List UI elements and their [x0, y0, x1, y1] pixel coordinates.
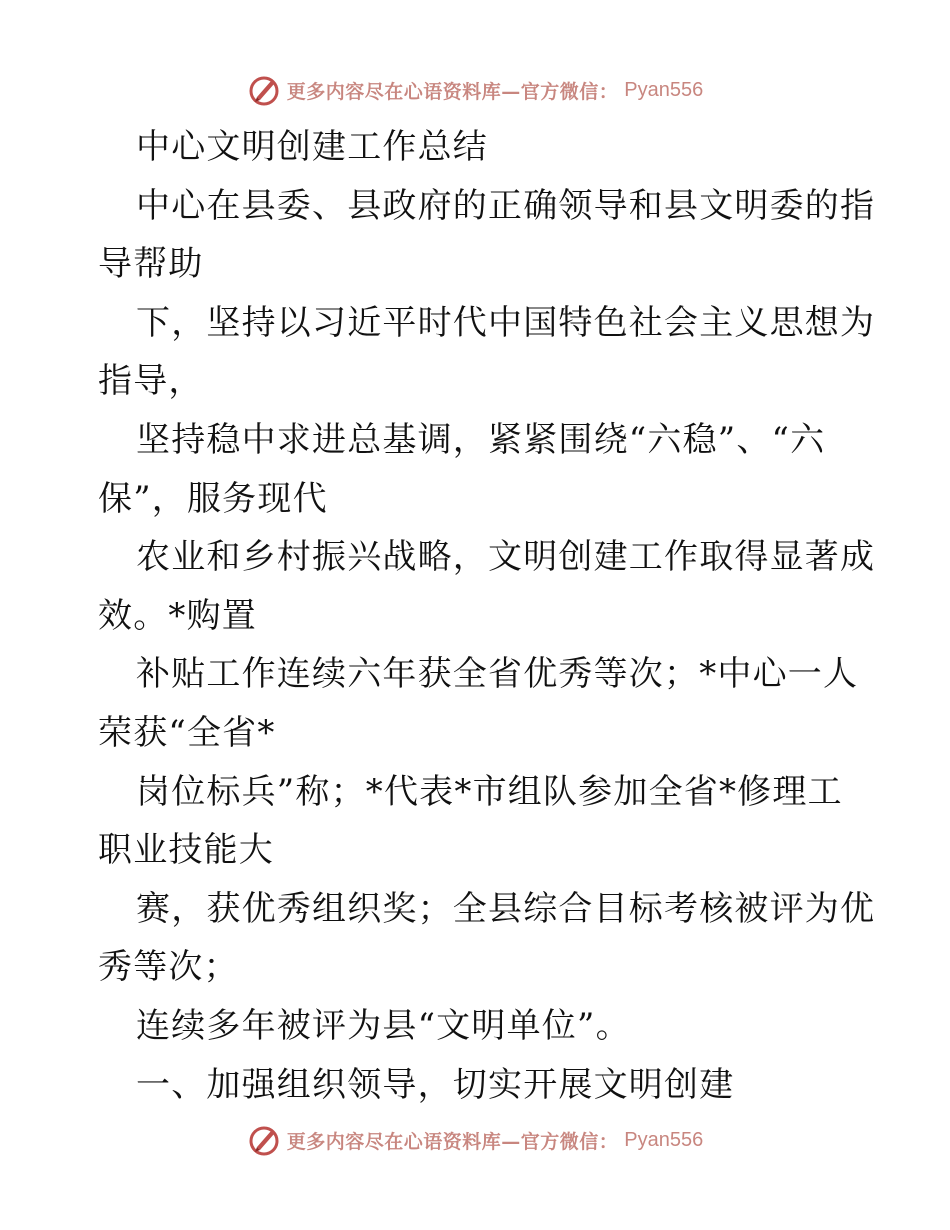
document-body: [98, 118, 876, 1114]
section-heading: 一、加强组织领导，切实开展文明创建: [136, 1064, 735, 1105]
document-title: 中心文明创建工作总结: [136, 127, 488, 167]
header-watermark-text: 更多内容尽在心语资料库—官方微信：: [286, 80, 619, 103]
paragraph-line: 效。*购置: [98, 595, 257, 636]
footer-watermark-id: Pyan556: [624, 1128, 704, 1151]
paragraph-line: 农业和乡村振兴战略，文明创建工作取得显著成: [136, 537, 876, 578]
header-watermark: [0, 70, 950, 110]
footer-watermark-text: 更多内容尽在心语资料库—官方微信：: [286, 1130, 619, 1153]
paragraph-line: 补贴工作连续六年获全省优秀等次；*中心一人: [136, 654, 859, 695]
paragraph-line: 赛，获优秀组织奖；全县综合目标考核被评为优: [136, 888, 876, 929]
paragraph-line: 连续多年被评为县“文明单位”。: [136, 1005, 631, 1046]
paragraph-line: 下，坚持以习近平时代中国特色社会主义思想为: [136, 302, 876, 343]
pen-logo-icon: [247, 73, 281, 107]
header-watermark-id: Pyan556: [624, 78, 704, 101]
paragraph-line: 岗位标兵”称；*代表*市组队参加全省*修理工: [136, 771, 843, 812]
paragraph-line: 坚持稳中求进总基调，紧紧围绕“六稳”、“六: [136, 419, 826, 460]
paragraph-line: 中心在县委、县政府的正确领导和县文明委的指: [136, 185, 876, 226]
paragraph-line: 职业技能大: [98, 830, 274, 871]
pen-logo-icon: [247, 1123, 281, 1157]
paragraph-line: 指导，: [98, 361, 204, 402]
paragraph-line: 秀等次；: [98, 947, 239, 988]
footer-watermark: [0, 1120, 950, 1160]
paragraph-line: 保”，服务现代: [98, 478, 328, 519]
paragraph-line: 导帮助: [98, 244, 204, 285]
paragraph-line: 荣获“全省*: [98, 712, 276, 753]
